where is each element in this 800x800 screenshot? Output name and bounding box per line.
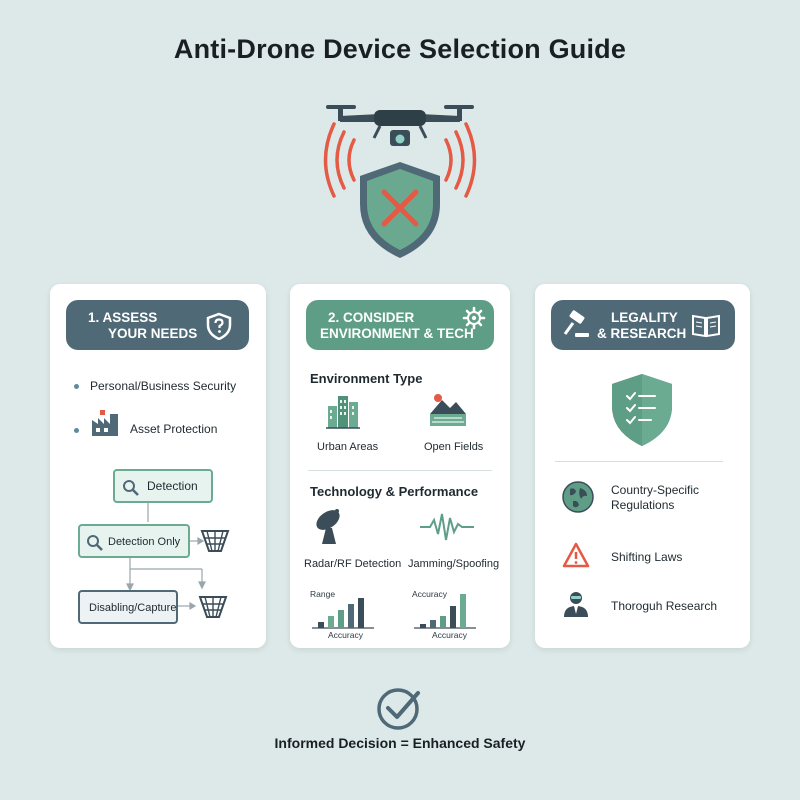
open-field-icon bbox=[428, 392, 468, 428]
assess-header-line2: YOUR NEEDS bbox=[108, 326, 198, 341]
environment-tech-header bbox=[306, 300, 494, 350]
consider-header-line2: ENVIRONMENT & TECH bbox=[320, 326, 474, 341]
mini-chart-bar bbox=[328, 616, 334, 628]
mini-chart-bar bbox=[430, 620, 436, 628]
accuracy-chart-xlabel: Accuracy bbox=[432, 630, 467, 640]
radar-dish-icon bbox=[312, 506, 346, 546]
accuracy-chart-ylabel: Accuracy bbox=[412, 589, 447, 599]
gear-icon bbox=[462, 306, 486, 330]
environment-tech-card bbox=[290, 284, 510, 648]
drone-icon bbox=[326, 105, 474, 146]
city-buildings-icon bbox=[326, 392, 360, 430]
mini-chart-bar bbox=[338, 610, 344, 628]
flow-disabling-capture-label: Disabling/Capture bbox=[89, 602, 177, 614]
magnifier-icon bbox=[86, 534, 104, 552]
warning-icon bbox=[562, 542, 590, 568]
legality-research-header bbox=[551, 300, 735, 350]
shifting-laws: Shifting Laws bbox=[611, 550, 683, 564]
jamming-spoofing-label: Jamming/Spoofing bbox=[408, 558, 500, 570]
mini-chart-bar bbox=[420, 624, 426, 628]
page-title: Anti-Drone Device Selection Guide bbox=[173, 34, 627, 64]
magnifier-icon bbox=[122, 479, 140, 497]
radar-rf-detection-label: Radar/RF Detection bbox=[304, 558, 402, 570]
mini-chart-bar bbox=[440, 616, 446, 628]
flow-detection-label: Detection bbox=[147, 479, 198, 493]
thorough-research: Thoroguh Research bbox=[611, 599, 718, 613]
assess-needs-card bbox=[50, 284, 266, 648]
tagline: Informed Decision = Enhanced Safety bbox=[274, 735, 526, 751]
flow-detection-only-label: Detection Only bbox=[108, 536, 181, 548]
urban-areas-label: Urban Areas bbox=[317, 441, 379, 453]
mini-chart-bar bbox=[358, 598, 364, 628]
hero-drone-shield-icon bbox=[318, 96, 482, 262]
globe-icon bbox=[561, 480, 595, 514]
mini-chart-bar bbox=[318, 622, 324, 628]
range-chart-xlabel: Accuracy bbox=[328, 630, 363, 640]
environment-type-title: Environment Type bbox=[310, 371, 423, 386]
flow-detection-only-box bbox=[78, 524, 190, 558]
net-capture-icon bbox=[198, 594, 228, 620]
flow-disabling-capture-box bbox=[78, 590, 178, 624]
net-capture-icon bbox=[200, 528, 230, 554]
legality-research-card bbox=[535, 284, 750, 648]
legality-header-line2: & RESEARCH bbox=[597, 326, 687, 341]
flow-detection-box bbox=[113, 469, 213, 503]
researcher-icon bbox=[563, 590, 589, 618]
country-specific-line1: Country-Specific bbox=[611, 483, 700, 497]
mini-chart-bar bbox=[460, 594, 466, 628]
divider bbox=[555, 461, 723, 462]
shield-checklist-icon bbox=[609, 372, 675, 448]
personal-business-security: Personal/Business Security bbox=[90, 379, 237, 393]
book-icon bbox=[691, 312, 721, 338]
mini-chart-bar bbox=[348, 604, 354, 628]
mini-chart-bar bbox=[450, 606, 456, 628]
range-chart-ylabel: Range bbox=[310, 589, 336, 599]
technology-performance-title: Technology & Performance bbox=[310, 484, 479, 499]
range-mini-chart bbox=[312, 592, 378, 630]
country-specific-line2: Regulations bbox=[611, 498, 675, 512]
assess-header-line1: 1. ASSESS bbox=[88, 310, 158, 325]
gavel-icon bbox=[561, 310, 591, 340]
open-fields-label: Open Fields bbox=[424, 441, 484, 453]
check-circle-icon bbox=[376, 685, 424, 733]
divider bbox=[308, 470, 492, 471]
waveform-icon bbox=[420, 510, 474, 544]
consider-header-line1: 2. CONSIDER bbox=[328, 310, 415, 325]
legality-header-line1: LEGALITY bbox=[611, 310, 678, 325]
asset-protection: Asset Protection bbox=[130, 422, 218, 436]
accuracy-mini-chart bbox=[414, 584, 480, 630]
shield-x-icon bbox=[360, 162, 440, 258]
